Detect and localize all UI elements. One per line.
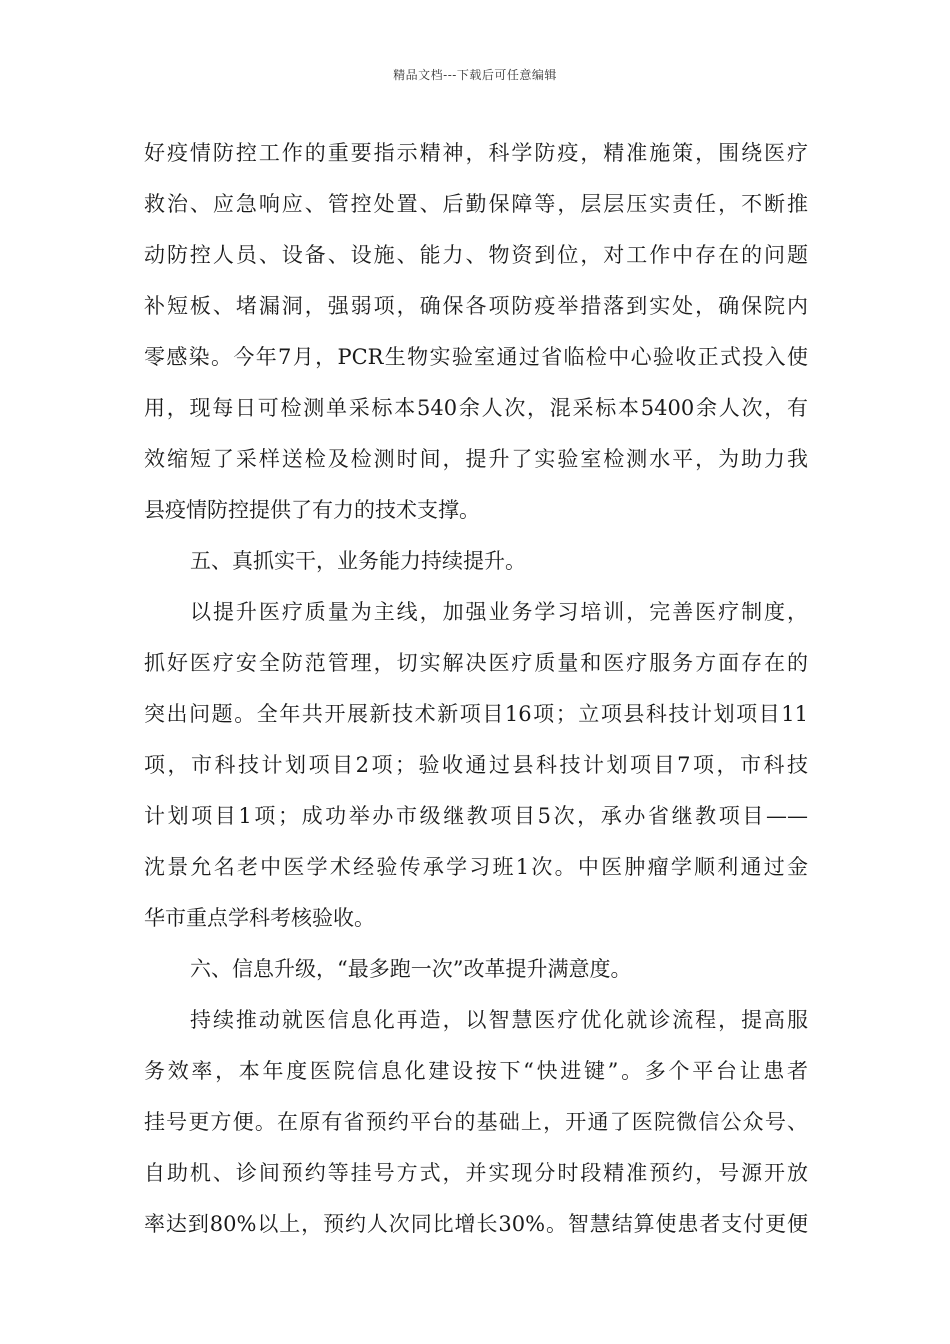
body-line: 救治、应急响应、管控处置、后勤保障等，层层压实责任，不断推: [144, 192, 808, 216]
body-line: 县疫情防控提供了有力的技术支撑。: [144, 498, 480, 522]
body-line: 持续推动就医信息化再造，以智慧医疗优化就诊流程，提高服: [190, 1008, 808, 1032]
section-heading: 五、真抓实干，业务能力持续提升。: [190, 549, 526, 573]
body-line: 零感染。今年7月，PCR生物实验室通过省临检中心验收正式投入使: [144, 345, 808, 369]
body-line: 抓好医疗安全防范管理，切实解决医疗质量和医疗服务方面存在的: [144, 651, 808, 675]
body-line: 沈景允名老中医学术经验传承学习班1次。中医肿瘤学顺利通过金: [144, 855, 808, 879]
body-line: 项，市科技计划项目2项；验收通过县科技计划项目7项，市科技: [144, 753, 808, 777]
section-heading: 六、信息升级，“最多跑一次”改革提升满意度。: [190, 957, 632, 981]
body-line: 动防控人员、设备、设施、能力、物资到位，对工作中存在的问题: [144, 243, 808, 267]
body-line: 用，现每日可检测单采标本540余人次，混采标本5400余人次，有: [144, 396, 808, 420]
body-line: 挂号更方便。在原有省预约平台的基础上，开通了医院微信公众号、: [144, 1110, 808, 1134]
body-line: 效缩短了采样送检及检测时间，提升了实验室检测水平，为助力我: [144, 447, 808, 471]
body-line: 务效率，本年度医院信息化建设按下“快进键”。多个平台让患者: [144, 1059, 808, 1083]
body-line: 以提升医疗质量为主线，加强业务学习培训，完善医疗制度，: [190, 600, 808, 624]
body-line: 好疫情防控工作的重要指示精神，科学防疫，精准施策，围绕医疗: [144, 141, 808, 165]
body-line: 自助机、诊间预约等挂号方式，并实现分时段精准预约，号源开放: [144, 1161, 808, 1185]
document-body: [144, 128, 808, 1250]
page-header: 精品文档---下载后可任意编辑: [393, 68, 557, 82]
body-line: 华市重点学科考核验收。: [144, 906, 375, 930]
body-line: 率达到80%以上，预约人次同比增长30%。智慧结算使患者支付更便: [144, 1212, 808, 1236]
body-line: 突出问题。全年共开展新技术新项目16项；立项县科技计划项目11: [144, 702, 808, 726]
body-line: 计划项目1项；成功举办市级继教项目5次，承办省继教项目——: [144, 804, 808, 828]
body-line: 补短板、堵漏洞，强弱项，确保各项防疫举措落到实处，确保院内: [144, 294, 808, 318]
